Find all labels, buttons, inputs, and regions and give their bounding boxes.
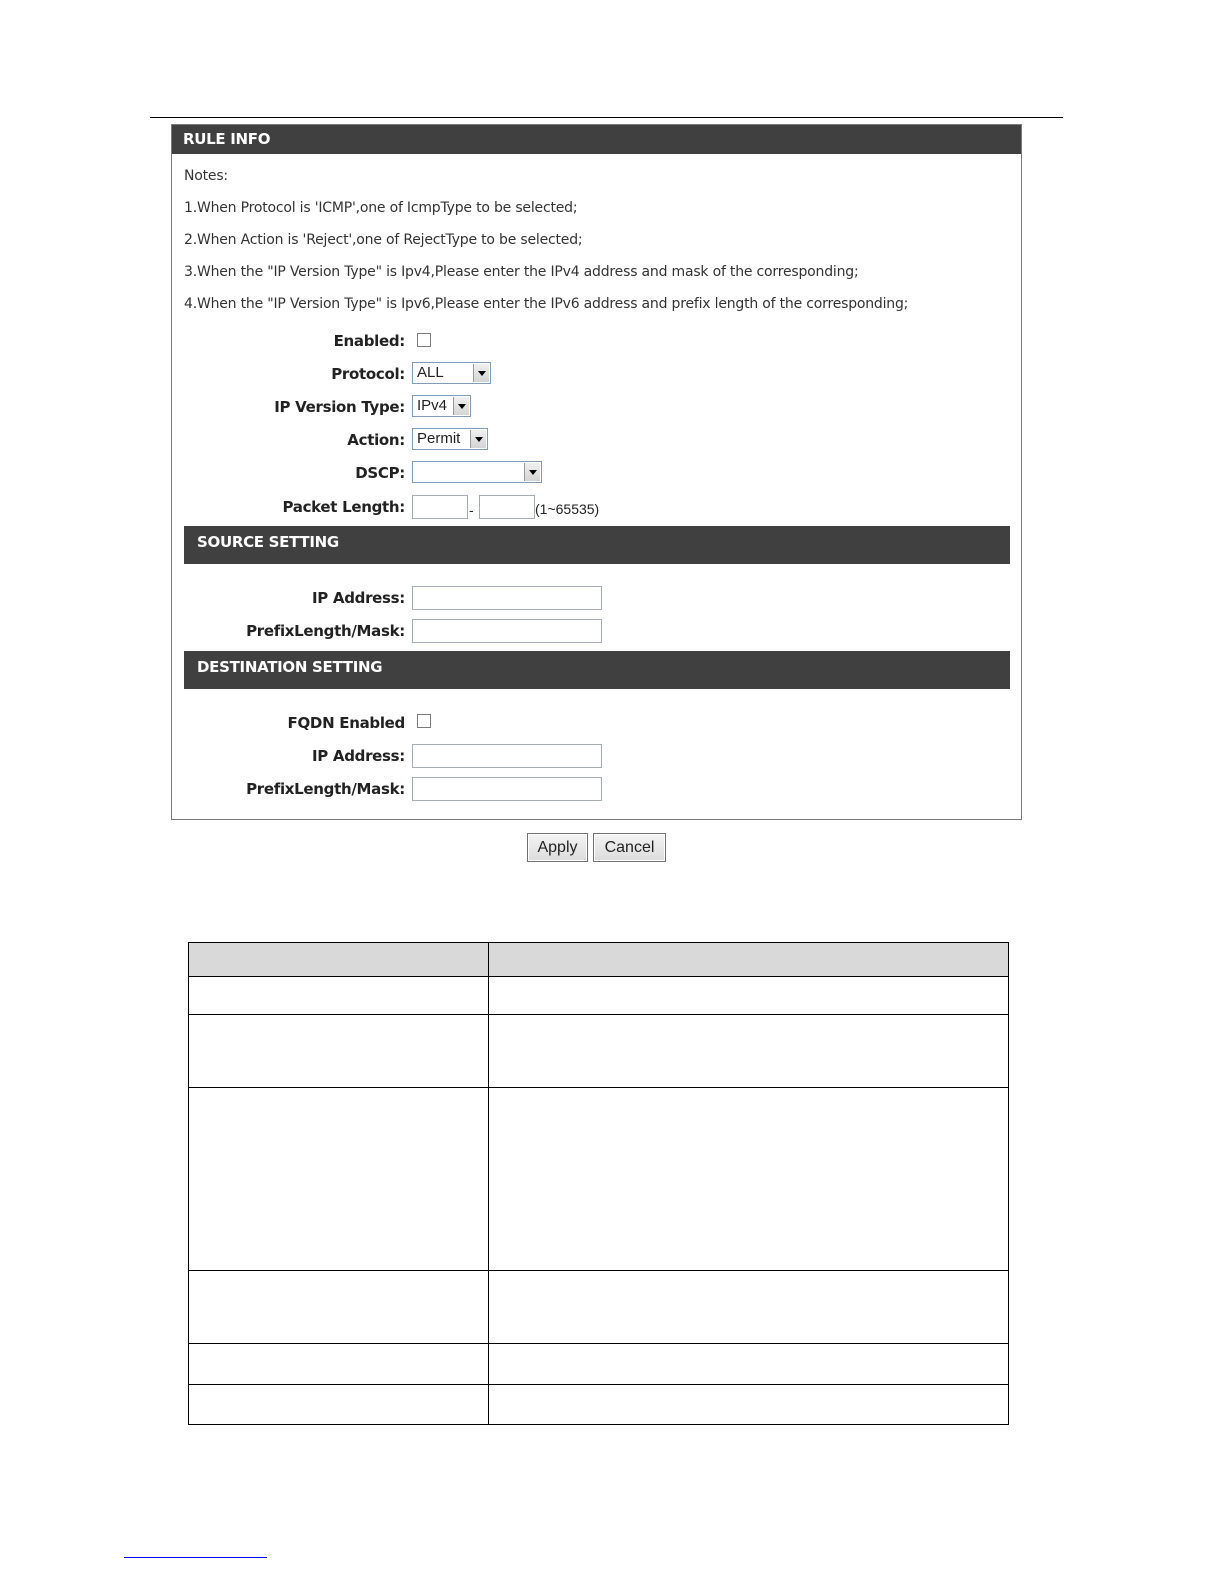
table-cell: [488, 1344, 1008, 1385]
enabled-label: Enabled:: [333, 332, 405, 350]
packet-length-min-input[interactable]: [412, 495, 468, 519]
note-3: 3.When the "IP Version Type" is Ipv4,Please enter the IPv4 address and mask of the corresponding;: [184, 264, 859, 280]
table-row: [189, 977, 1009, 1015]
table-cell: [488, 1271, 1008, 1344]
notes-title: Notes:: [184, 168, 228, 184]
source-prefix-label: PrefixLength/Mask:: [246, 622, 405, 640]
apply-button[interactable]: Apply: [527, 833, 588, 862]
destination-ip-input[interactable]: [412, 744, 602, 768]
table-row: [189, 1385, 1009, 1425]
packet-length-row: [172, 494, 1021, 520]
table-cell: [189, 1385, 489, 1425]
table-cell: [488, 1088, 1008, 1271]
table-row: [189, 1344, 1009, 1385]
source-setting-header: SOURCE SETTING: [184, 526, 1010, 564]
packet-length-separator: -: [469, 502, 474, 518]
source-prefix-row: [172, 618, 1021, 644]
table-row: [189, 1088, 1009, 1271]
fqdn-label: FQDN Enabled: [287, 714, 405, 732]
action-row: [172, 427, 1021, 453]
ip-version-value: IPv4: [417, 397, 448, 414]
destination-prefix-label: PrefixLength/Mask:: [246, 780, 405, 798]
dscp-row: [172, 460, 1021, 486]
destination-setting-header: DESTINATION SETTING: [184, 651, 1010, 689]
protocol-row: [172, 361, 1021, 387]
rule-info-panel: [171, 124, 1022, 820]
enabled-checkbox[interactable]: [417, 333, 431, 347]
table-cell: [189, 1015, 489, 1088]
destination-prefix-row: [172, 776, 1021, 802]
action-value: Permit: [417, 430, 461, 447]
description-table: [188, 942, 1009, 1425]
chevron-down-icon[interactable]: [453, 397, 469, 415]
chevron-down-icon[interactable]: [473, 364, 489, 382]
table-row: [189, 1015, 1009, 1088]
enabled-row: [172, 328, 1021, 354]
table-header-cell: [488, 943, 1008, 977]
protocol-value: ALL: [417, 364, 444, 381]
packet-length-max-input[interactable]: [479, 495, 535, 519]
protocol-label: Protocol:: [331, 365, 405, 383]
note-1: 1.When Protocol is 'ICMP',one of IcmpType to be selected;: [184, 200, 578, 216]
page-top-rule: [150, 117, 1063, 118]
source-ip-input[interactable]: [412, 586, 602, 610]
action-label: Action:: [347, 431, 405, 449]
fqdn-checkbox[interactable]: [417, 714, 431, 728]
table-cell: [189, 1271, 489, 1344]
footer-link-underline[interactable]: [124, 1557, 267, 1558]
destination-ip-row: [172, 743, 1021, 769]
table-header-row: [189, 943, 1009, 977]
ip-version-label: IP Version Type:: [274, 398, 405, 416]
table-row: [189, 1271, 1009, 1344]
dscp-label: DSCP:: [355, 464, 405, 482]
rule-info-header: RULE INFO: [172, 125, 1021, 154]
cancel-button[interactable]: Cancel: [593, 833, 666, 862]
table-header-cell: [189, 943, 489, 977]
note-4: 4.When the "IP Version Type" is Ipv6,Please enter the IPv6 address and prefix length of the corresponding;: [184, 296, 909, 312]
chevron-down-icon[interactable]: [470, 430, 486, 448]
source-prefix-input[interactable]: [412, 619, 602, 643]
source-ip-label: IP Address:: [311, 589, 405, 607]
action-select[interactable]: [412, 428, 488, 450]
table-cell: [189, 977, 489, 1015]
dscp-select[interactable]: [412, 461, 542, 483]
source-ip-row: [172, 585, 1021, 611]
destination-prefix-input[interactable]: [412, 777, 602, 801]
ip-version-row: [172, 394, 1021, 420]
table-cell: [189, 1344, 489, 1385]
table-cell: [488, 1385, 1008, 1425]
table-cell: [488, 977, 1008, 1015]
packet-length-label: Packet Length:: [282, 498, 405, 516]
fqdn-row: [172, 710, 1021, 736]
packet-length-range: (1~65535): [535, 501, 600, 517]
table-cell: [189, 1088, 489, 1271]
table-cell: [488, 1015, 1008, 1088]
destination-ip-label: IP Address:: [311, 747, 405, 765]
protocol-select[interactable]: [412, 362, 491, 384]
ip-version-select[interactable]: [412, 395, 471, 417]
chevron-down-icon[interactable]: [524, 463, 540, 481]
note-2: 2.When Action is 'Reject',one of RejectType to be selected;: [184, 232, 583, 248]
